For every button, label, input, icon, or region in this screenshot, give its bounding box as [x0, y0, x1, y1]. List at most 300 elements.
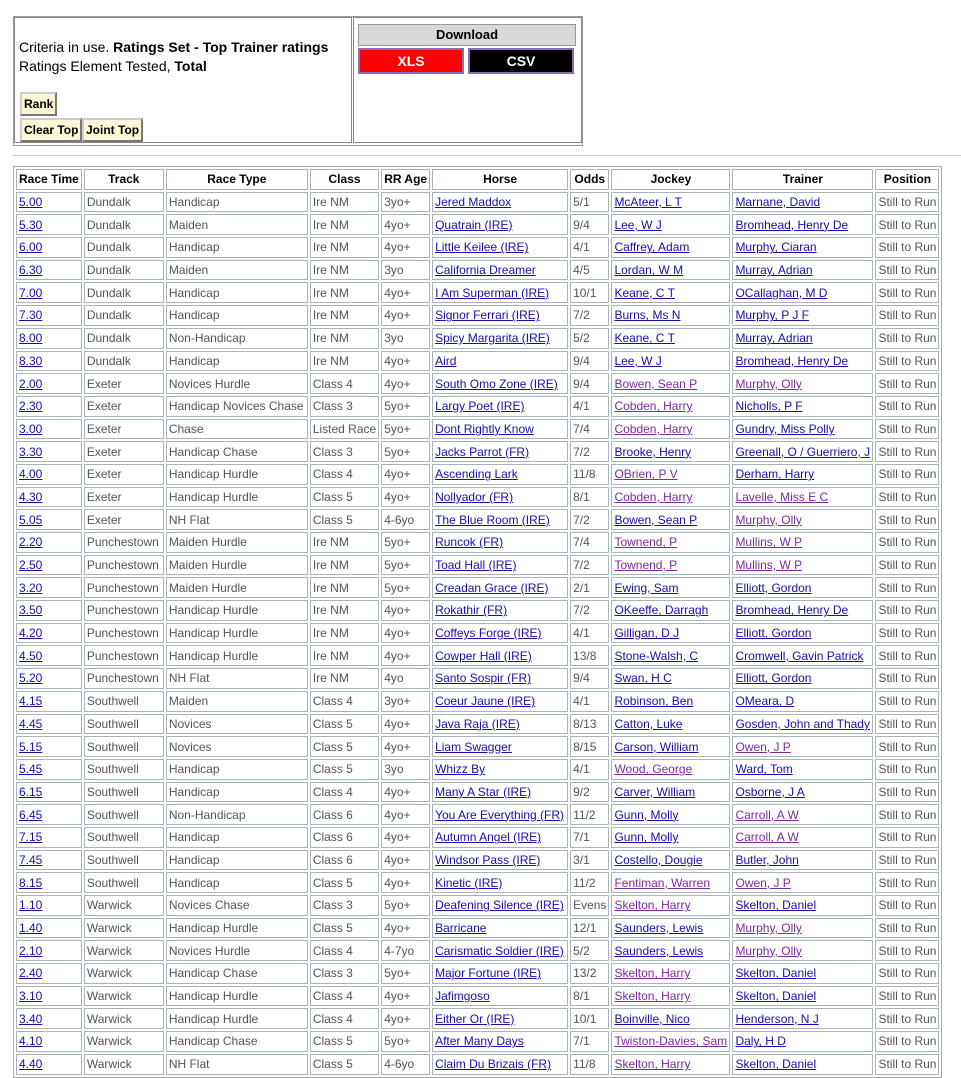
cell-trainer [732, 600, 873, 621]
horse-link[interactable]: Jafimgoso [435, 989, 490, 1004]
race-time-link[interactable]: 1.40 [19, 921, 43, 936]
cell-position: Still to Run [875, 986, 939, 1007]
horse-link[interactable]: Santo Sospir (FR) [435, 671, 532, 686]
cell-trainer [732, 464, 873, 485]
trainer-link[interactable]: Skelton, Daniel [735, 966, 817, 981]
table-row [16, 714, 939, 735]
cell-position: Still to Run [875, 260, 939, 281]
cell-race-type: Handicap Hurdle [166, 645, 308, 666]
cell-track: Dundalk [84, 214, 164, 235]
table-row [16, 509, 939, 530]
race-time-link[interactable]: 2.10 [19, 943, 43, 958]
race-time-link[interactable]: 4.50 [19, 648, 43, 663]
cell-track: Punchestown [84, 600, 164, 621]
cell-track: Exeter [84, 487, 164, 508]
trainer-link[interactable]: Elliott, Gordon [735, 671, 812, 686]
trainer-link[interactable]: OMeara, D [735, 694, 795, 709]
cell-rr-age: 4yo+ [381, 464, 430, 485]
trainer-link[interactable]: Mullins, W P [735, 535, 803, 550]
jockey-link[interactable]: Gunn, Molly [614, 807, 679, 822]
jockey-link[interactable]: Costello, Dougie [614, 852, 703, 867]
ratings-element-line [19, 58, 207, 74]
jockey-link[interactable]: Lee, W J [614, 217, 662, 232]
horse-link[interactable]: Deafening Silence (IRE) [435, 898, 564, 913]
table-row [16, 419, 939, 440]
cell-odds: 8/1 [570, 487, 609, 508]
horse-link[interactable]: Aird [435, 353, 457, 368]
trainer-link[interactable]: Elliott, Gordon [735, 580, 812, 595]
horse-link[interactable]: Jacks Parrot (FR) [435, 444, 530, 459]
cell-race-type: Novices Hurdle [166, 940, 308, 961]
race-time-link[interactable]: 3.50 [19, 603, 43, 618]
trainer-link[interactable]: Mullins, W P [735, 558, 803, 573]
cell-trainer [732, 441, 873, 462]
race-time-link[interactable]: 7.15 [19, 830, 43, 845]
cell-trainer [732, 645, 873, 666]
cell-race-time [16, 373, 82, 394]
column-header-race-time[interactable]: Race Time [16, 169, 82, 190]
cell-race-time [16, 895, 82, 916]
race-time-link[interactable]: 8.30 [19, 353, 43, 368]
criteria-panel [13, 16, 583, 146]
cell-horse [432, 282, 568, 303]
trainer-link[interactable]: Skelton, Daniel [735, 989, 817, 1004]
horse-link[interactable]: Toad Hall (IRE) [435, 558, 517, 573]
cell-race-type: Novices Hurdle [166, 373, 308, 394]
column-header-position[interactable]: Position [875, 169, 939, 190]
jockey-link[interactable]: Catton, Luke [614, 716, 683, 731]
trainer-link[interactable]: Carroll, A W [735, 807, 799, 822]
horse-link[interactable]: After Many Days [435, 1034, 524, 1049]
cell-odds: 8/1 [570, 986, 609, 1007]
race-time-link[interactable]: 1.10 [19, 898, 43, 913]
horse-link[interactable]: Runcok (FR) [435, 535, 504, 550]
cell-race-type: Handicap Hurdle [166, 600, 308, 621]
cell-race-time [16, 1008, 82, 1029]
cell-odds: 10/1 [570, 1008, 609, 1029]
jockey-link[interactable]: Boinville, Nico [614, 1011, 690, 1026]
horse-link[interactable]: Carismatic Soldier (IRE) [435, 943, 564, 958]
race-time-link[interactable]: 2.00 [19, 376, 43, 391]
horse-link[interactable]: Many A Star (IRE) [435, 784, 532, 799]
race-time-link[interactable]: 3.00 [19, 421, 43, 436]
cell-race-type: Novices [166, 714, 308, 735]
race-time-link[interactable]: 5.15 [19, 739, 43, 754]
cell-track: Southwell [84, 782, 164, 803]
cell-rr-age: 4yo+ [381, 373, 430, 394]
trainer-link[interactable]: Murray, Adrian [735, 263, 813, 278]
cell-jockey [611, 668, 730, 689]
trainer-link[interactable]: Daly, H D [735, 1034, 786, 1049]
cell-horse [432, 759, 568, 780]
cell-horse [432, 827, 568, 848]
race-time-link[interactable]: 7.30 [19, 308, 43, 323]
jockey-link[interactable]: Townend, P [614, 558, 678, 573]
race-time-link[interactable]: 2.40 [19, 966, 43, 981]
race-time-link[interactable]: 4.15 [19, 694, 43, 709]
cell-track: Dundalk [84, 351, 164, 372]
trainer-link[interactable]: Owen, J P [735, 875, 791, 890]
cell-class: Class 3 [310, 396, 379, 417]
cell-horse [432, 577, 568, 598]
race-time-link[interactable]: 6.30 [19, 263, 43, 278]
horse-link[interactable]: Jered Maddox [435, 195, 512, 210]
cell-class: Ire NM [310, 328, 379, 349]
jockey-link[interactable]: Bowen, Sean P [614, 512, 698, 527]
trainer-link[interactable]: Derham, Harry [735, 467, 815, 482]
race-time-link[interactable]: 7.00 [19, 285, 43, 300]
cell-trainer [732, 373, 873, 394]
horse-link[interactable]: Quatrain (IRE) [435, 217, 513, 232]
trainer-link[interactable]: Murphy, Ciaran [735, 240, 817, 255]
race-time-link[interactable]: 6.00 [19, 240, 43, 255]
jockey-link[interactable]: Skelton, Harry [614, 966, 691, 981]
cell-jockey [611, 237, 730, 258]
cell-track: Dundalk [84, 237, 164, 258]
cell-rr-age: 4yo+ [381, 645, 430, 666]
cell-class: Ire NM [310, 282, 379, 303]
cell-jockey [611, 736, 730, 757]
cell-odds: 13/2 [570, 963, 609, 984]
horse-link[interactable]: Ascending Lark [435, 467, 518, 482]
race-time-link[interactable]: 3.30 [19, 444, 43, 459]
jockey-link[interactable]: Lee, W J [614, 353, 662, 368]
jockey-link[interactable]: Lordan, W M [614, 263, 684, 278]
jockey-link[interactable]: Gunn, Molly [614, 830, 679, 845]
jockey-link[interactable]: Cobden, Harry [614, 421, 693, 436]
jockey-link[interactable]: OKeeffe, Darragh [614, 603, 709, 618]
joint-top-button[interactable]: Joint Top [82, 118, 143, 142]
horse-link[interactable]: Coffeys Forge (IRE) [435, 626, 542, 641]
cell-rr-age: 5yo+ [381, 963, 430, 984]
cell-odds: 5/2 [570, 328, 609, 349]
cell-rr-age: 5yo+ [381, 895, 430, 916]
horse-link[interactable]: Nollyador (FR) [435, 489, 514, 504]
cell-position: Still to Run [875, 419, 939, 440]
horse-link[interactable]: You Are Everything (FR) [435, 807, 565, 822]
cell-track: Dundalk [84, 305, 164, 326]
jockey-link[interactable]: Townend, P [614, 535, 678, 550]
race-time-link[interactable]: 2.30 [19, 399, 43, 414]
race-time-link[interactable]: 5.00 [19, 195, 43, 210]
trainer-link[interactable]: Murphy, Olly [735, 512, 802, 527]
jockey-link[interactable]: Brooke, Henry [614, 444, 692, 459]
jockey-link[interactable]: Bowen, Sean P [614, 376, 698, 391]
table-row [16, 192, 939, 213]
cell-trainer [732, 668, 873, 689]
cell-class: Class 5 [310, 1054, 379, 1075]
jockey-link[interactable]: Caffrey, Adam [614, 240, 690, 255]
trainer-link[interactable]: Cromwell, Gavin Patrick [735, 648, 864, 663]
horse-link[interactable]: Whizz By [435, 762, 486, 777]
cell-odds: 4/1 [570, 237, 609, 258]
cell-jockey [611, 827, 730, 848]
cell-race-time [16, 918, 82, 939]
table-row [16, 577, 939, 598]
jockey-link[interactable]: Swan, H C [614, 671, 672, 686]
cell-race-time [16, 555, 82, 576]
race-time-link[interactable]: 8.15 [19, 875, 43, 890]
race-time-link[interactable]: 5.20 [19, 671, 43, 686]
race-time-link[interactable]: 4.30 [19, 489, 43, 504]
horse-link[interactable]: Claim Du Brizais (FR) [435, 1057, 552, 1072]
cell-trainer [732, 714, 873, 735]
cell-race-type: Handicap Hurdle [166, 918, 308, 939]
cell-race-time [16, 963, 82, 984]
table-header-row [16, 169, 939, 190]
cell-class: Class 5 [310, 509, 379, 530]
jockey-link[interactable]: Skelton, Harry [614, 898, 691, 913]
jockey-link[interactable]: Saunders, Lewis [614, 943, 704, 958]
jockey-link[interactable]: Wood, George [614, 762, 693, 777]
column-header-odds[interactable]: Odds [570, 169, 609, 190]
trainer-link[interactable]: Greenall, O / Guerriero, J [735, 444, 871, 459]
trainer-link[interactable]: Lavelle, Miss E C [735, 489, 829, 504]
trainer-link[interactable]: Bromhead, Henry De [735, 353, 849, 368]
cell-race-type: Handicap [166, 305, 308, 326]
jockey-link[interactable]: Skelton, Harry [614, 989, 691, 1004]
cell-jockey [611, 441, 730, 462]
trainer-link[interactable]: Bromhead, Henry De [735, 603, 849, 618]
cell-trainer [732, 872, 873, 893]
cell-rr-age: 4yo+ [381, 850, 430, 871]
jockey-link[interactable]: McAteer, L T [614, 195, 682, 210]
trainer-link[interactable]: Skelton, Daniel [735, 1057, 817, 1072]
cell-odds: 7/2 [570, 555, 609, 576]
race-time-link[interactable]: 2.20 [19, 535, 43, 550]
cell-jockey [611, 487, 730, 508]
jockey-link[interactable]: Keane, C T [614, 285, 675, 300]
horse-link[interactable]: Cowper Hall (IRE) [435, 648, 532, 663]
cell-rr-age: 4yo+ [381, 623, 430, 644]
race-time-link[interactable]: 5.05 [19, 512, 43, 527]
jockey-link[interactable]: Cobden, Harry [614, 489, 693, 504]
column-header-horse[interactable]: Horse [432, 169, 568, 190]
horse-link[interactable]: Liam Swagger [435, 739, 512, 754]
horse-link[interactable]: I Am Superman (IRE) [435, 285, 550, 300]
clear-top-button[interactable]: Clear Top [20, 118, 82, 142]
column-header-trainer[interactable]: Trainer [732, 169, 873, 190]
jockey-link[interactable]: Gilligan, D J [614, 626, 680, 641]
jockey-link[interactable]: Cobden, Harry [614, 399, 693, 414]
csv-download-button[interactable]: CSV [468, 48, 574, 74]
jockey-link[interactable]: Carson, William [614, 739, 699, 754]
trainer-link[interactable]: Nicholls, P F [735, 399, 803, 414]
trainer-link[interactable]: Murphy, Olly [735, 921, 802, 936]
trainer-link[interactable]: Carroll, A W [735, 830, 799, 845]
cell-trainer [732, 282, 873, 303]
trainer-link[interactable]: Elliott, Gordon [735, 626, 812, 641]
cell-odds: 9/4 [570, 214, 609, 235]
horse-link[interactable]: The Blue Room (IRE) [435, 512, 550, 527]
cell-race-time [16, 260, 82, 281]
cell-position: Still to Run [875, 714, 939, 735]
trainer-link[interactable]: Marnane, David [735, 195, 821, 210]
race-time-link[interactable]: 5.45 [19, 762, 43, 777]
horse-link[interactable]: Barricane [435, 921, 487, 936]
horse-link[interactable]: Autumn Angel (IRE) [435, 830, 542, 845]
cell-jockey [611, 623, 730, 644]
column-header-class[interactable]: Class [310, 169, 379, 190]
race-time-link[interactable]: 2.50 [19, 558, 43, 573]
cell-odds: 10/1 [570, 282, 609, 303]
trainer-link[interactable]: Murphy, Olly [735, 376, 802, 391]
cell-horse [432, 441, 568, 462]
trainer-link[interactable]: OCallaghan, M D [735, 285, 828, 300]
cell-track: Dundalk [84, 260, 164, 281]
cell-horse [432, 487, 568, 508]
trainer-link[interactable]: Murphy, P J F [735, 308, 810, 323]
horse-link[interactable]: Rokathir (FR) [435, 603, 508, 618]
trainer-link[interactable]: Owen, J P [735, 739, 791, 754]
horse-link[interactable]: California Dreamer [435, 263, 536, 278]
cell-race-type: NH Flat [166, 509, 308, 530]
cell-jockey [611, 577, 730, 598]
cell-odds: 9/4 [570, 351, 609, 372]
race-time-link[interactable]: 3.40 [19, 1011, 43, 1026]
column-header-race-type[interactable]: Race Type [166, 169, 308, 190]
horse-link[interactable]: Either Or (IRE) [435, 1011, 515, 1026]
horse-link[interactable]: Coeur Jaune (IRE) [435, 694, 536, 709]
cell-odds: Evens [570, 895, 609, 916]
race-time-link[interactable]: 8.00 [19, 331, 43, 346]
table-row [16, 282, 939, 303]
cell-odds: 7/2 [570, 305, 609, 326]
cell-track: Exeter [84, 419, 164, 440]
cell-track: Dundalk [84, 328, 164, 349]
cell-odds: 11/8 [570, 464, 609, 485]
trainer-link[interactable]: Gosden, John and Thady [735, 716, 870, 731]
race-time-link[interactable]: 6.45 [19, 807, 43, 822]
race-time-link[interactable]: 4.45 [19, 716, 43, 731]
jockey-link[interactable]: Saunders, Lewis [614, 921, 704, 936]
cell-race-time [16, 328, 82, 349]
table-row [16, 237, 939, 258]
cell-jockey [611, 282, 730, 303]
trainer-link[interactable]: Bromhead, Henry De [735, 217, 849, 232]
race-time-link[interactable]: 5.30 [19, 217, 43, 232]
race-time-link[interactable]: 4.40 [19, 1057, 43, 1072]
race-time-link[interactable]: 3.20 [19, 580, 43, 595]
race-time-link[interactable]: 3.10 [19, 989, 43, 1004]
race-time-link[interactable]: 4.20 [19, 626, 43, 641]
cell-class: Ire NM [310, 192, 379, 213]
jockey-link[interactable]: OBrien, P V [614, 467, 678, 482]
table-row [16, 1008, 939, 1029]
cell-rr-age: 4yo+ [381, 782, 430, 803]
trainer-link[interactable]: Osborne, J A [735, 784, 805, 799]
cell-track: Exeter [84, 441, 164, 462]
cell-odds: 9/2 [570, 782, 609, 803]
cell-trainer [732, 895, 873, 916]
jockey-link[interactable]: Burns, Ms N [614, 308, 681, 323]
horse-link[interactable]: Creadan Grace (IRE) [435, 580, 549, 595]
column-header-rr-age[interactable]: RR Age [381, 169, 430, 190]
horse-link[interactable]: Java Raja (IRE) [435, 716, 520, 731]
cell-track: Dundalk [84, 282, 164, 303]
jockey-link[interactable]: Robinson, Ben [614, 694, 694, 709]
cell-trainer [732, 305, 873, 326]
cell-jockey [611, 963, 730, 984]
cell-trainer [732, 487, 873, 508]
cell-position: Still to Run [875, 396, 939, 417]
race-time-link[interactable]: 4.00 [19, 467, 43, 482]
trainer-link[interactable]: Henderson, N J [735, 1011, 819, 1026]
rank-button[interactable]: Rank [20, 92, 57, 116]
cell-odds: 9/4 [570, 373, 609, 394]
horse-link[interactable]: Largy Poet (IRE) [435, 399, 525, 414]
cell-track: Southwell [84, 736, 164, 757]
trainer-link[interactable]: Butler, John [735, 852, 799, 867]
xls-download-button[interactable]: XLS [358, 48, 464, 74]
trainer-link[interactable]: Ward, Tom [735, 762, 793, 777]
jockey-link[interactable]: Ewing, Sam [614, 580, 679, 595]
trainer-link[interactable]: Skelton, Daniel [735, 898, 817, 913]
jockey-link[interactable]: Keane, C T [614, 331, 675, 346]
jockey-link[interactable]: Stone-Walsh, C [614, 648, 699, 663]
cell-jockey [611, 691, 730, 712]
cell-jockey [611, 986, 730, 1007]
trainer-link[interactable]: Murray, Adrian [735, 331, 813, 346]
horse-link[interactable]: Major Fortune (IRE) [435, 966, 542, 981]
jockey-link[interactable]: Fentiman, Warren [614, 875, 711, 890]
horse-link[interactable]: Signor Ferrari (IRE) [435, 308, 540, 323]
horse-link[interactable]: Little Keilee (IRE) [435, 240, 529, 255]
cell-odds: 13/8 [570, 645, 609, 666]
cell-trainer [732, 351, 873, 372]
cell-track: Punchestown [84, 577, 164, 598]
cell-position: Still to Run [875, 282, 939, 303]
horse-link[interactable]: Windsor Pass (IRE) [435, 852, 541, 867]
cell-race-type: Novices [166, 736, 308, 757]
cell-class: Class 6 [310, 804, 379, 825]
race-time-link[interactable]: 6.15 [19, 784, 43, 799]
jockey-link[interactable]: Skelton, Harry [614, 1057, 691, 1072]
horse-link[interactable]: Dont Rightly Know [435, 421, 534, 436]
horse-link[interactable]: South Omo Zone (IRE) [435, 376, 558, 391]
table-row [16, 918, 939, 939]
cell-jockey [611, 895, 730, 916]
jockey-link[interactable]: Twiston-Davies, Sam [614, 1034, 728, 1049]
cell-race-type: Handicap Hurdle [166, 1008, 308, 1029]
cell-race-time [16, 714, 82, 735]
cell-race-type: Handicap [166, 237, 308, 258]
trainer-link[interactable]: Murphy, Olly [735, 943, 802, 958]
cell-race-type: Handicap [166, 782, 308, 803]
horse-link[interactable]: Spicy Margarita (IRE) [435, 331, 550, 346]
cell-class: Class 5 [310, 714, 379, 735]
horse-link[interactable]: Kinetic (IRE) [435, 875, 503, 890]
column-header-jockey[interactable]: Jockey [611, 169, 730, 190]
cell-jockey [611, 305, 730, 326]
race-time-link[interactable]: 7.45 [19, 852, 43, 867]
jockey-link[interactable]: Carver, William [614, 784, 696, 799]
cell-horse [432, 600, 568, 621]
cell-track: Punchestown [84, 623, 164, 644]
cell-race-time [16, 441, 82, 462]
column-header-track[interactable]: Track [84, 169, 164, 190]
cell-odds: 4/1 [570, 396, 609, 417]
cell-horse [432, 804, 568, 825]
cell-rr-age: 4-6yo [381, 1054, 430, 1075]
cell-track: Warwick [84, 895, 164, 916]
cell-class: Ire NM [310, 623, 379, 644]
race-time-link[interactable]: 4.10 [19, 1034, 43, 1049]
cell-race-time [16, 214, 82, 235]
trainer-link[interactable]: Gundry, Miss Polly [735, 421, 835, 436]
cell-odds: 4/1 [570, 623, 609, 644]
cell-track: Southwell [84, 804, 164, 825]
